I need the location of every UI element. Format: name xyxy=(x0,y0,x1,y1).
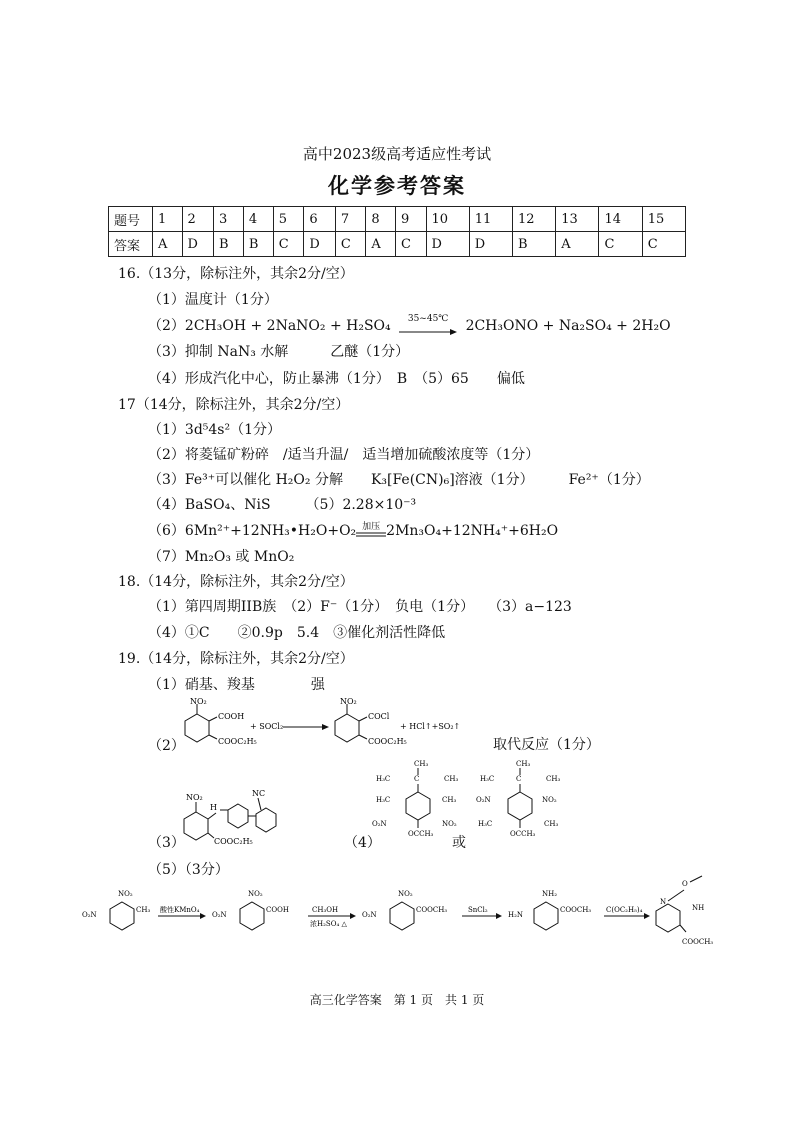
nitro-group-label: NO₂ xyxy=(190,698,207,706)
nitro-group-label: NO₂ xyxy=(340,698,357,706)
question-number-cell: 5 xyxy=(273,207,304,232)
methyl-label: CH₃ xyxy=(442,796,457,804)
q16-line1: （1）温度计（1分） xyxy=(148,292,278,308)
answer-cell: D xyxy=(182,232,214,257)
methyl-nitrobenzoate-structure xyxy=(362,890,447,930)
q17-line2: （2）将菱锰矿粉碎 /适当升温/ 适当增加硫酸浓度等（1分） xyxy=(148,447,540,463)
q17-line7: （7）Mn₂O₃ 或 MnO₂ xyxy=(148,549,295,565)
reagent-plus-socl2: + SOCl₂ xyxy=(250,722,284,731)
reaction-arrow xyxy=(399,314,457,334)
question-number-cell: 1 xyxy=(153,207,183,232)
methyl-label: CH₃ xyxy=(544,820,559,828)
nitro-group-label: NO₂ xyxy=(542,796,557,804)
exam-subtitle: 高中2023级高考适应性考试 xyxy=(302,145,492,163)
q19-part4-number: （4） xyxy=(344,835,381,851)
answer-cell: C xyxy=(335,232,366,257)
q16-heading: 16.（13分，除标注外，其余2分/空） xyxy=(118,266,354,282)
methyl-label: CH₃ xyxy=(516,760,531,768)
arrow-head xyxy=(496,913,502,919)
methyl-label: CH₃ xyxy=(546,775,561,783)
question-number-cell: 6 xyxy=(304,207,336,232)
q16-line3: （3）抑制 NaN₃ 水解 乙醚（1分） xyxy=(148,344,410,360)
carboxyl-group-label: COOH xyxy=(266,906,289,914)
benzimidazole-product-structure xyxy=(656,876,713,946)
answer-cell: B xyxy=(243,232,273,257)
q19-line1: （1）硝基、羧基 强 xyxy=(148,677,325,693)
equation-right: 2CH₃ONO + Na₂SO₄ + 2H₂O xyxy=(465,318,671,334)
amino-group-label: NH₂ xyxy=(542,890,558,898)
question-number-cell: 7 xyxy=(335,207,366,232)
row-label: 答案 xyxy=(109,232,153,257)
arrow-head xyxy=(350,913,356,919)
question-number-cell: 3 xyxy=(214,207,244,232)
q17-line1: （1）3d⁵4s²（1分） xyxy=(148,422,281,438)
answer-cell: C xyxy=(599,232,642,257)
equation-left: （6）6Mn²⁺+12NH₃•H₂O+O₂ xyxy=(148,523,357,539)
answer-row xyxy=(109,232,686,257)
q19-part2-note: 取代反应（1分） xyxy=(493,737,600,753)
nitro-group-label: NO₂ xyxy=(442,820,457,828)
reagent-methanol: CH₃OH xyxy=(312,906,339,914)
q17-heading: 17（14分，除标注外，其余2分/空） xyxy=(118,397,350,413)
reagent-kmno4: 酸性KMnO₄ xyxy=(160,906,200,914)
equals-sign xyxy=(356,523,386,539)
nitro-group-label: NO₂ xyxy=(248,890,263,898)
ester-group-label: COOC₂H₅ xyxy=(368,737,407,746)
nitro-group-label: O₂N xyxy=(372,820,387,828)
nitrotoluene-structure xyxy=(82,890,150,930)
q19-heading: 19.（14分，除标注外，其余2分/空） xyxy=(118,651,354,667)
quaternary-carbon-label: C xyxy=(414,775,420,783)
q16-line4: （4）形成汽化中心，防止暴沸（1分） B （5）65 偏低 xyxy=(148,371,525,387)
row-label: 题号 xyxy=(109,207,153,232)
acyl-chloride-reaction-scheme xyxy=(175,698,475,756)
arrow-head xyxy=(200,913,206,919)
phthalic-monoester-structure xyxy=(185,698,257,746)
arrow-head xyxy=(322,724,329,730)
q19-part3-number: （3） xyxy=(148,835,185,851)
ester-group-label: COOC₂H₅ xyxy=(214,837,253,846)
answer-table xyxy=(108,206,686,257)
question-number-cell: 9 xyxy=(395,207,426,232)
nitro-group-label: O₂N xyxy=(212,911,227,919)
page-footer: 高三化学答案 第 1 页 共 1 页 xyxy=(309,993,485,1007)
question-number-cell: 8 xyxy=(366,207,396,232)
biphenyl-amine-structure xyxy=(176,786,296,856)
methyl-label: CH₃ xyxy=(414,760,429,768)
answer-cell: A xyxy=(556,232,599,257)
methyl-label: H₃C xyxy=(478,820,493,828)
reagent-sncl2: SnCl₂ xyxy=(468,906,488,914)
question-number-cell: 10 xyxy=(426,207,469,232)
answer-cell: C xyxy=(642,232,685,257)
answer-cell: C xyxy=(395,232,426,257)
answer-cell: A xyxy=(153,232,183,257)
ester-group-label: COOC₂H₅ xyxy=(218,737,257,746)
ring-nh-label: NH xyxy=(692,904,705,912)
byproducts-label: + HCl↑+SO₂↑ xyxy=(400,722,461,731)
ester-group-label: COOCH₃ xyxy=(416,906,448,914)
question-number-row xyxy=(109,207,686,232)
q17-line3: （3）Fe³⁺可以催化 H₂O₂ 分解 K₃[Fe(CN)₆]溶液（1分） Fe²⁺（1分） xyxy=(148,472,650,488)
answer-cell: C xyxy=(273,232,304,257)
acyl-chloride-structure xyxy=(335,698,407,746)
nitro-group-label: NO₂ xyxy=(118,890,133,898)
question-number-cell: 12 xyxy=(513,207,556,232)
methyl-label: CH₃ xyxy=(444,775,459,783)
q19-part2-number: （2） xyxy=(148,738,185,754)
equation-left: （2）2CH₃OH + 2NaNO₂ + H₂SO₄ xyxy=(148,318,391,334)
q18-line1: （1）第四周期IIB族 （2）F⁻（1分） 负电（1分） （3）a−123 xyxy=(148,599,572,615)
page-title: 化学参考答案 xyxy=(328,174,466,198)
answer-cell: A xyxy=(366,232,396,257)
equation-right: 2Mn₃O₄+12NH₄⁺+6H₂O xyxy=(386,523,559,539)
carboxyl-group-label: COOH xyxy=(218,712,245,721)
q19-part4-or: 或 xyxy=(452,835,466,851)
answer-cell: D xyxy=(304,232,336,257)
nitrobenzoic-acid-structure xyxy=(212,890,289,930)
ester-group-label: COOCH₃ xyxy=(560,906,592,914)
trinitro-tert-butyl-structure-b xyxy=(472,758,572,848)
arrow-head xyxy=(644,913,650,919)
answer-cell: B xyxy=(214,232,244,257)
nitro-group-label: O₂N xyxy=(362,911,377,919)
nitro-group-label: O₂N xyxy=(476,796,491,804)
reaction-condition: 35~45℃ xyxy=(407,314,449,324)
nitro-group-label: NO₂ xyxy=(186,793,203,802)
reaction-condition: 加压 xyxy=(362,522,381,532)
question-number-cell: 15 xyxy=(642,207,685,232)
methyl-label: H₃C xyxy=(376,775,391,783)
answer-cell: D xyxy=(469,232,512,257)
nitro-group-label: O₂N xyxy=(82,911,97,919)
nitrile-group-label: NC xyxy=(252,789,266,798)
amine-h-label: H xyxy=(210,803,217,812)
ester-group-label: COOCH₃ xyxy=(682,938,714,946)
question-number-cell: 14 xyxy=(599,207,642,232)
nitro-group-label: NO₂ xyxy=(398,890,413,898)
acyl-chloride-group-label: COCl xyxy=(368,712,390,721)
q17-line4: （4）BaSO₄、NiS （5）2.28×10⁻³ xyxy=(148,497,417,513)
answer-cell: D xyxy=(426,232,469,257)
question-number-cell: 2 xyxy=(182,207,214,232)
synthesis-route xyxy=(80,868,730,958)
ring-nitrogen-label: N xyxy=(660,898,667,906)
q18-heading: 18.（14分，除标注外，其余2分/空） xyxy=(118,574,354,590)
q17-line6 xyxy=(148,520,558,540)
ether-oxygen-label: O xyxy=(682,880,688,888)
methyl-label: H₃C xyxy=(376,796,391,804)
acetoxy-label: OCCH₃ xyxy=(510,830,536,838)
question-number-cell: 11 xyxy=(469,207,512,232)
answer-cell: B xyxy=(513,232,556,257)
quaternary-carbon-label: C xyxy=(516,775,522,783)
amino-group-label: H₂N xyxy=(508,911,524,919)
question-number-cell: 13 xyxy=(556,207,599,232)
question-number-cell: 4 xyxy=(243,207,273,232)
reagent-orthocarbonate: C(OC₂H₅)₄ xyxy=(606,906,643,914)
q16-line2 xyxy=(148,315,671,335)
methyl-label: CH₃ xyxy=(136,906,151,914)
diaminobenzoate-structure xyxy=(508,890,591,930)
acetoxy-label: OCCH₃ xyxy=(408,830,434,838)
reagent-sulfuric-acid: 浓H₂SO₄ △ xyxy=(310,920,347,928)
methyl-label: H₃C xyxy=(480,775,495,783)
q18-line2: （4）①C ②0.9p 5.4 ③催化剂活性降低 xyxy=(148,625,446,641)
q19-part5-heading: （5）（3分） xyxy=(148,862,229,878)
